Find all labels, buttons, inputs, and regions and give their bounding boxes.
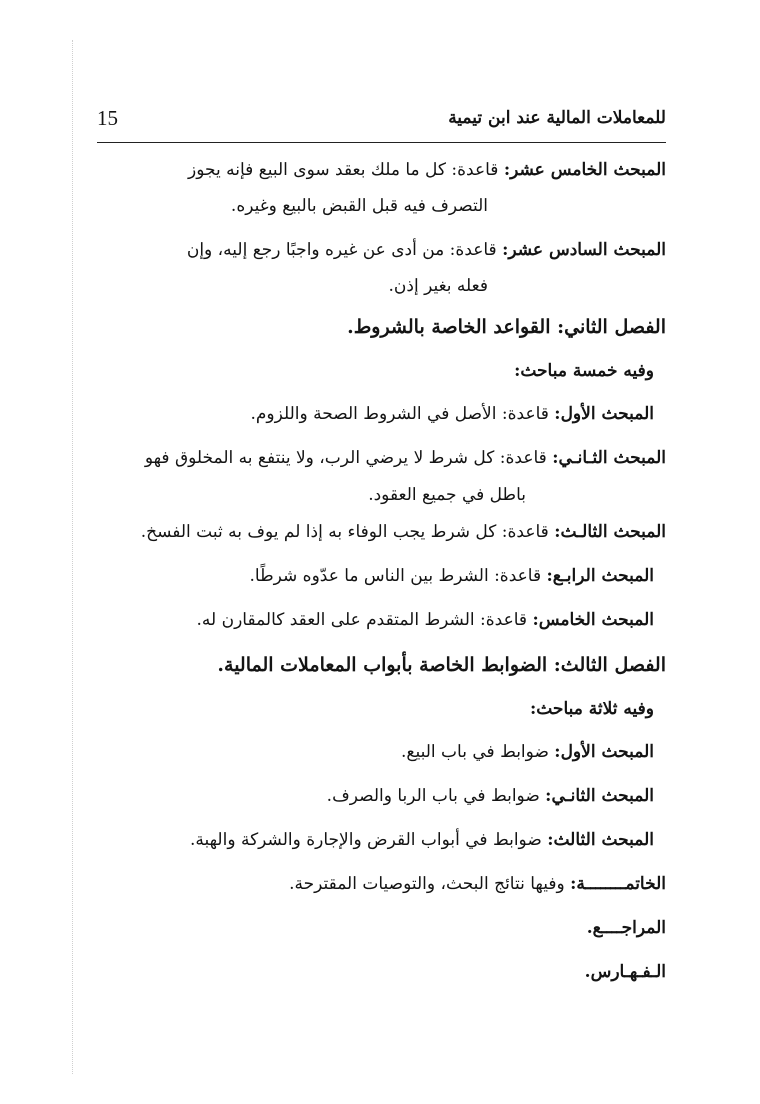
chapter-intro: وفيه خمسة مباحث:	[514, 361, 654, 381]
section-label: المبحث الرابـع:	[546, 566, 654, 586]
list-item	[86, 598, 666, 642]
section-label: المبحث الثالث:	[547, 830, 654, 850]
section-label: المبحث الخامس:	[532, 610, 654, 630]
section-label: المبحث الثانـي:	[545, 786, 654, 806]
running-title: للمعاملات المالية عند ابن تيمية	[448, 108, 666, 128]
section-label: المبحث الأول:	[554, 742, 654, 762]
section-text: قاعدة: كل شرط يجب الوفاء به إذا لم يوف به ثبت الفسخ.	[140, 522, 549, 542]
list-item	[86, 774, 666, 818]
list-item	[86, 554, 666, 598]
chapter-title: الفصل الثالث: الضوابط الخاصة بأبواب المعاملات المالية.	[217, 654, 666, 676]
section-text: قاعدة: الشرط بين الناس ما عدّوه شرطًا.	[249, 566, 542, 586]
conclusion-text: وفيها نتائج البحث، والتوصيات المقترحة.	[289, 874, 565, 894]
section-text: قاعدة: من أدى عن غيره واجبًا رجع إليه، وإن	[186, 240, 497, 260]
section-text-continuation: فعله بغير إذن.	[388, 276, 488, 296]
list-item	[86, 862, 666, 906]
section-label: المبحث السادس عشر:	[502, 240, 666, 260]
list-item	[86, 510, 666, 554]
page-edge-line	[72, 40, 73, 1074]
table-of-contents	[86, 152, 666, 994]
list-item	[86, 392, 666, 436]
page-header	[97, 100, 666, 143]
section-label: المبحث الثـانـي:	[552, 448, 666, 468]
section-label: المبحث الخامس عشر:	[503, 160, 666, 180]
section-text: قاعدة: الشرط المتقدم على العقد كالمقارن له.	[196, 610, 528, 630]
list-item	[86, 730, 666, 774]
list-item	[86, 436, 666, 480]
list-item	[86, 152, 666, 188]
list-item	[86, 232, 666, 268]
chapter-title: الفصل الثاني: القواعد الخاصة بالشروط.	[347, 316, 666, 338]
references-heading: المراجــــع.	[586, 918, 666, 938]
section-text-continuation: التصرف فيه قبل القبض بالبيع وغيره.	[230, 196, 488, 216]
section-text: قاعدة: كل شرط لا يرضي الرب، ولا ينتفع به المخلوق فهو	[144, 448, 547, 468]
list-item	[86, 818, 666, 862]
indexes-heading: الـفـهـارس.	[584, 962, 666, 982]
section-text-continuation: باطل في جميع العقود.	[368, 485, 526, 505]
section-text: ضوابط في باب الربا والصرف.	[326, 786, 540, 806]
page-number: 15	[97, 106, 118, 130]
section-text: ضوابط في أبواب القرض والإجارة والشركة والهبة.	[189, 830, 542, 850]
section-text: ضوابط في باب البيع.	[401, 742, 549, 762]
section-text: قاعدة: الأصل في الشروط الصحة واللزوم.	[250, 404, 549, 424]
conclusion-label: الخاتمــــــــة:	[570, 874, 666, 894]
section-label: المبحث الأول:	[554, 404, 654, 424]
section-label: المبحث الثالـث:	[554, 522, 666, 542]
chapter-intro: وفيه ثلاثة مباحث:	[529, 699, 654, 719]
section-text: قاعدة: كل ما ملك بعقد سوى البيع فإنه يجوز	[188, 160, 499, 180]
